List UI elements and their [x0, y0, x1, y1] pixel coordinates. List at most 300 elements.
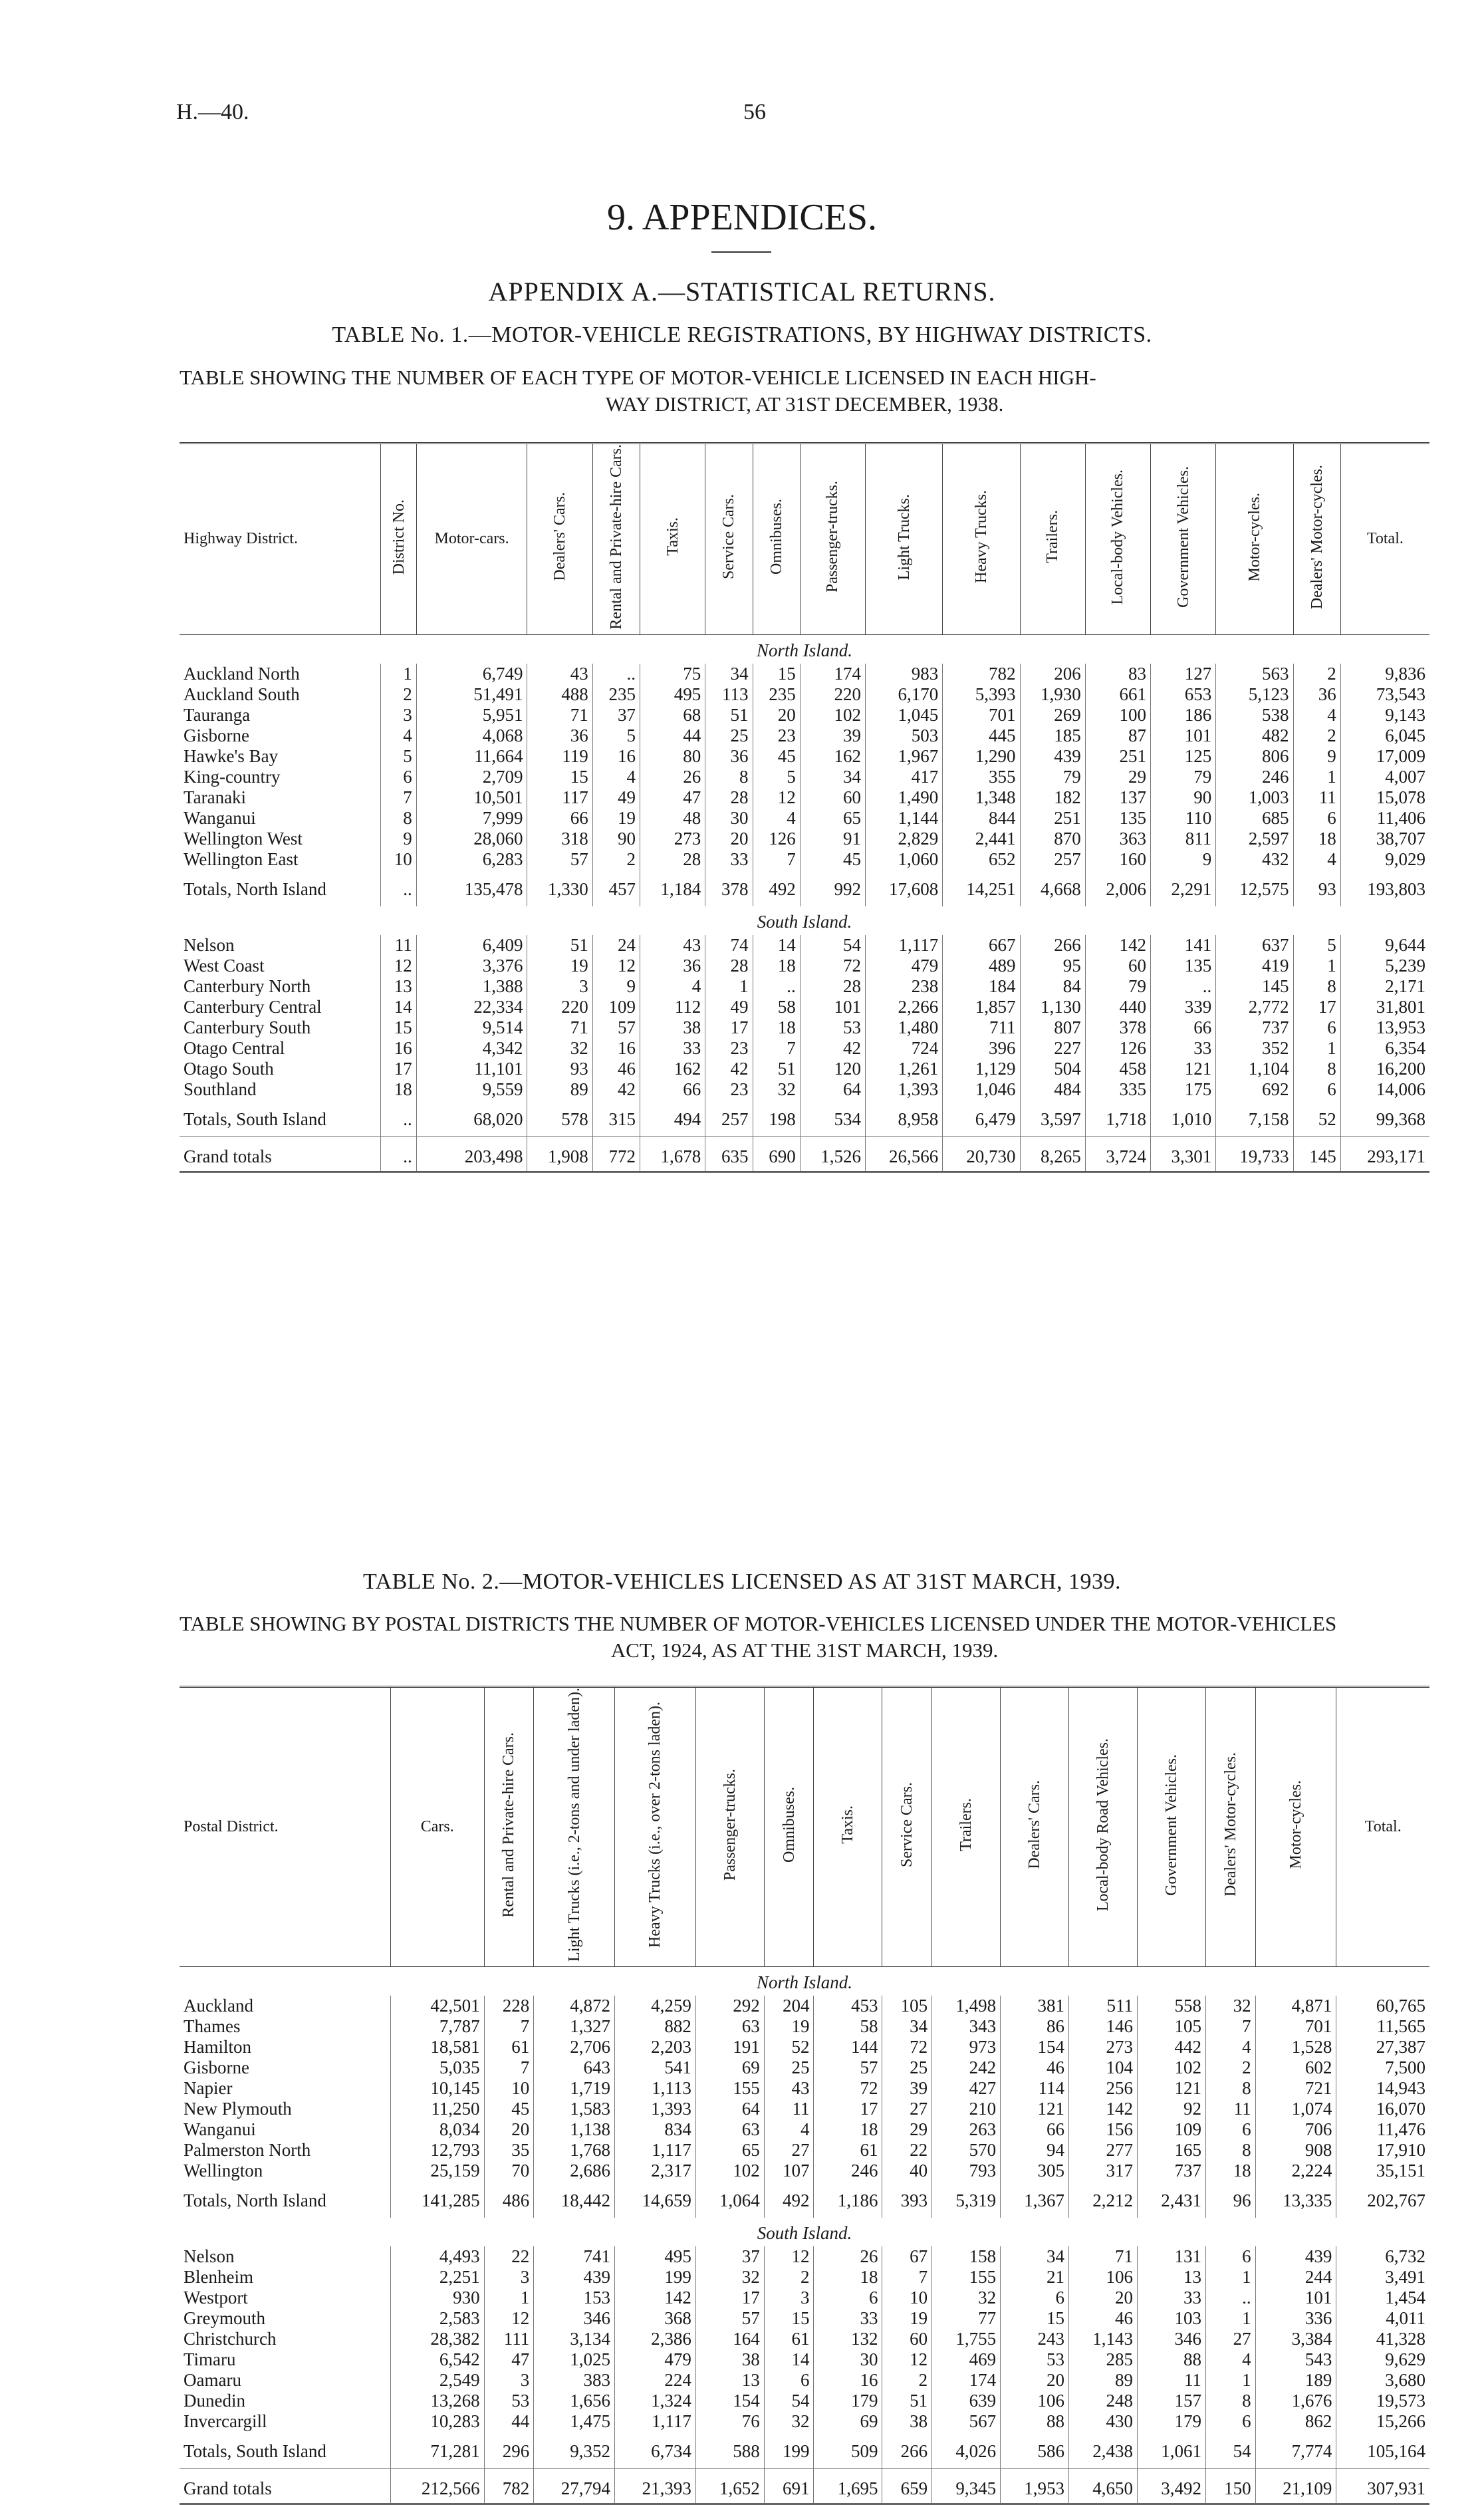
table2-row-auckland — [180, 1996, 1429, 2016]
cell-value: 6 — [764, 2370, 814, 2391]
cell-value: 336 — [1255, 2308, 1336, 2329]
cell-value: .. — [381, 1136, 416, 1172]
cell-value: 26 — [640, 767, 705, 787]
cell-value: 807 — [1020, 1017, 1085, 1038]
table2-header-local-body-road-vehicles — [1069, 1687, 1138, 1967]
cell-value: 79 — [1020, 767, 1085, 787]
cell-value: 15 — [1001, 2308, 1069, 2329]
cell-value: 541 — [615, 2057, 696, 2078]
cell-value: 1,388 — [416, 976, 527, 997]
cell-value: 486 — [484, 2181, 534, 2218]
cell-value: 543 — [1255, 2349, 1336, 2370]
cell-value: 57 — [592, 1017, 640, 1038]
cell-value: 53 — [1001, 2349, 1069, 2370]
cell-value: 91 — [800, 829, 865, 849]
table1-header-trailers — [1020, 444, 1085, 635]
cell-value: 12 — [882, 2349, 932, 2370]
cell-value: 64 — [695, 2099, 764, 2119]
cell-value: 49 — [592, 787, 640, 808]
table2-row-napier — [180, 2078, 1429, 2099]
cell-value: 76 — [695, 2411, 764, 2432]
cell-value: 10 — [381, 849, 416, 870]
cell-value: 165 — [1137, 2140, 1205, 2161]
cell-value: 4,493 — [390, 2246, 484, 2267]
cell-value: 2,006 — [1085, 870, 1150, 906]
cell-value: 305 — [1001, 2161, 1069, 2181]
cell-value: 7,500 — [1336, 2057, 1429, 2078]
cell-value: 383 — [534, 2370, 615, 2391]
cell-value: 1,498 — [932, 1996, 1001, 2016]
cell-value: 32 — [1205, 1996, 1255, 2016]
cell-value: 1,064 — [695, 2181, 764, 2218]
cell-value: 2,441 — [943, 829, 1020, 849]
row-label: Wellington — [184, 2160, 263, 2180]
cell-value: 318 — [527, 829, 592, 849]
cell-value: 60 — [882, 2329, 932, 2349]
row-label: Wanganui — [184, 807, 256, 828]
cell-value: 6 — [381, 767, 416, 787]
table1-header-highway-district: Highway District. — [184, 530, 298, 548]
cell-value: 266 — [882, 2432, 932, 2469]
table2-row-oamaru — [180, 2370, 1429, 2391]
cell-value: 142 — [615, 2288, 696, 2308]
cell-value: 24 — [592, 935, 640, 956]
row-label: Thames — [184, 2016, 241, 2036]
cell-value: 75 — [640, 664, 705, 684]
table1-header-dealers-motor-cycles — [1293, 444, 1340, 635]
cell-value: 5 — [592, 725, 640, 746]
cell-value: 9 — [381, 829, 416, 849]
cell-value: 563 — [1216, 664, 1293, 684]
cell-value: 352 — [1216, 1038, 1293, 1059]
cell-value: 567 — [932, 2411, 1001, 2432]
cell-value: 8,958 — [866, 1100, 943, 1137]
cell-value: 25 — [882, 2057, 932, 2078]
table2-row-timaru — [180, 2349, 1429, 2370]
cell-value: 206 — [1020, 664, 1085, 684]
cell-value: 453 — [814, 1996, 882, 2016]
cell-value: 16 — [592, 746, 640, 767]
cell-value: 23 — [753, 725, 800, 746]
cell-value: 1,061 — [1137, 2432, 1205, 2469]
cell-value: 5,951 — [416, 705, 527, 725]
cell-value: 432 — [1216, 849, 1293, 870]
cell-value: 4 — [381, 725, 416, 746]
cell-value: 25 — [764, 2057, 814, 2078]
cell-value: 155 — [932, 2267, 1001, 2288]
cell-value: 145 — [1293, 1136, 1340, 1172]
cell-value: 335 — [1085, 1079, 1150, 1100]
cell-value: 60 — [1085, 956, 1150, 976]
cell-value: 34 — [705, 664, 753, 684]
cell-value: 100 — [1085, 705, 1150, 725]
table2-row-dunedin — [180, 2391, 1429, 2411]
cell-value: 51 — [753, 1059, 800, 1079]
cell-value: 1,526 — [800, 1136, 865, 1172]
cell-value: 27,387 — [1336, 2037, 1429, 2057]
table1-header-label: Dealers' Motor-cycles. — [1308, 464, 1326, 609]
cell-value: 48 — [640, 808, 705, 829]
cell-value: 1,348 — [943, 787, 1020, 808]
cell-value: 737 — [1216, 1017, 1293, 1038]
cell-value: 17 — [705, 1017, 753, 1038]
cell-value: 179 — [814, 2391, 882, 2411]
table1-subtitle-line1: TABLE SHOWING THE NUMBER OF EACH TYPE OF MOTOR-VEHICLE LICENSED IN EACH HIGH- — [180, 366, 1096, 389]
cell-value: 22 — [484, 2246, 534, 2267]
cell-value: 248 — [1069, 2391, 1138, 2411]
cell-value: 7 — [882, 2267, 932, 2288]
cell-value: 9,514 — [416, 1017, 527, 1038]
cell-value: 127 — [1151, 664, 1216, 684]
cell-value: 92 — [1137, 2099, 1205, 2119]
cell-value: 111 — [484, 2329, 534, 2349]
cell-value: 7 — [484, 2057, 534, 2078]
table2-header-light-trucks-i-e-2-tons-and-under-laden — [534, 1687, 615, 1967]
table1-header-passenger-trucks — [800, 444, 865, 635]
cell-value: 185 — [1020, 725, 1085, 746]
table1-header-omnibuses — [753, 444, 800, 635]
cell-value: 1,652 — [695, 2468, 764, 2504]
cell-value: 33 — [1137, 2288, 1205, 2308]
cell-value: 71,281 — [390, 2432, 484, 2469]
table1-header-label: Dealers' Cars. — [551, 492, 569, 582]
cell-value: 30 — [814, 2349, 882, 2370]
row-label: Greymouth — [184, 2307, 265, 2328]
cell-value: 11 — [1205, 2099, 1255, 2119]
cell-value: 102 — [800, 705, 865, 725]
cell-value: 29 — [882, 2119, 932, 2140]
cell-value: 19 — [527, 956, 592, 976]
cell-value: 9,029 — [1340, 849, 1429, 870]
cell-value: 1,138 — [534, 2119, 615, 2140]
cell-value: 1,719 — [534, 2078, 615, 2099]
cell-value: 15 — [753, 664, 800, 684]
cell-value: 285 — [1069, 2349, 1138, 2370]
cell-value: 39 — [882, 2078, 932, 2099]
cell-value: 66 — [527, 808, 592, 829]
cell-value: 6 — [1205, 2411, 1255, 2432]
cell-value: 317 — [1069, 2161, 1138, 2181]
cell-value: 41,328 — [1336, 2329, 1429, 2349]
cell-value: 106 — [1069, 2267, 1138, 2288]
cell-value: 396 — [943, 1038, 1020, 1059]
cell-value: 34 — [800, 767, 865, 787]
cell-value: 489 — [943, 956, 1020, 976]
cell-value: 15 — [381, 1017, 416, 1038]
cell-value: 346 — [1137, 2329, 1205, 2349]
cell-value: 3,134 — [534, 2329, 615, 2349]
table2-header-dealers-motor-cycles — [1205, 1687, 1255, 1967]
table2-header-total: Total. — [1336, 1687, 1429, 1967]
table1-header-taxis — [640, 444, 705, 635]
cell-value: 102 — [1137, 2057, 1205, 2078]
cell-value: 12 — [381, 956, 416, 976]
cell-value: 2,431 — [1137, 2181, 1205, 2218]
cell-value: 293,171 — [1340, 1136, 1429, 1172]
cell-value: 2,597 — [1216, 829, 1293, 849]
cell-value: 28 — [800, 976, 865, 997]
cell-value: 31,801 — [1340, 997, 1429, 1017]
cell-value: 442 — [1137, 2037, 1205, 2057]
table1-row-hawke-s-bay — [180, 746, 1429, 767]
cell-value: 224 — [615, 2370, 696, 2391]
cell-value: 65 — [695, 2140, 764, 2161]
cell-value: 191 — [695, 2037, 764, 2057]
cell-value: 29 — [1085, 767, 1150, 787]
cell-value: 23 — [705, 1079, 753, 1100]
cell-value: 141 — [1151, 935, 1216, 956]
table2-row-wellington — [180, 2161, 1429, 2181]
table1-row-otago-central — [180, 1038, 1429, 1059]
table2-header-label: Local-body Road Vehicles. — [1094, 1738, 1112, 1912]
cell-value: 4,068 — [416, 725, 527, 746]
table2-subtitle — [180, 1611, 1429, 1664]
cell-value: 71 — [527, 705, 592, 725]
cell-value: 114 — [1001, 2078, 1069, 2099]
cell-value: 22,334 — [416, 997, 527, 1017]
cell-value: 3 — [484, 2370, 534, 2391]
cell-value: 1,695 — [814, 2468, 882, 2504]
cell-value: 2,686 — [534, 2161, 615, 2181]
cell-value: 39 — [800, 725, 865, 746]
cell-value: 685 — [1216, 808, 1293, 829]
table2-header-postal-district: Postal District. — [184, 1817, 279, 1835]
table2-row-new-plymouth — [180, 2099, 1429, 2119]
cell-value: 1,324 — [615, 2391, 696, 2411]
cell-value: 257 — [1020, 849, 1085, 870]
table2-section-label: North Island. — [756, 1972, 853, 1992]
cell-value: 3,597 — [1020, 1100, 1085, 1137]
cell-value: 11,476 — [1336, 2119, 1429, 2140]
cell-value: .. — [381, 1100, 416, 1137]
cell-value: 46 — [1001, 2057, 1069, 2078]
cell-value: 1 — [1293, 956, 1340, 976]
cell-value: 10 — [484, 2078, 534, 2099]
cell-value: 11 — [764, 2099, 814, 2119]
cell-value: 119 — [527, 746, 592, 767]
cell-value: 3,376 — [416, 956, 527, 976]
cell-value: 121 — [1001, 2099, 1069, 2119]
cell-value: 782 — [484, 2468, 534, 2504]
cell-value: 1,490 — [866, 787, 943, 808]
cell-value: 86 — [1001, 2016, 1069, 2037]
cell-value: 63 — [695, 2119, 764, 2140]
cell-value: 174 — [932, 2370, 1001, 2391]
cell-value: 534 — [800, 1100, 865, 1137]
cell-value: 18 — [753, 956, 800, 976]
cell-value: 6,479 — [943, 1100, 1020, 1137]
row-label: New Plymouth — [184, 2098, 292, 2119]
table1-header-label: Local-body Vehicles. — [1109, 469, 1127, 605]
table1-row-totals-north-island — [180, 870, 1429, 906]
row-label: Timaru — [184, 2349, 236, 2369]
cell-value: 19 — [592, 808, 640, 829]
cell-value: 7,774 — [1255, 2432, 1336, 2469]
cell-value: 9,345 — [932, 2468, 1001, 2504]
cell-value: 6,283 — [416, 849, 527, 870]
cell-value: 2,317 — [615, 2161, 696, 2181]
cell-value: 492 — [764, 2181, 814, 2218]
cell-value: 1,129 — [943, 1059, 1020, 1079]
cell-value: 343 — [932, 2016, 1001, 2037]
cell-value: 1 — [1205, 2308, 1255, 2329]
cell-value: 908 — [1255, 2140, 1336, 2161]
cell-value: 296 — [484, 2432, 534, 2469]
cell-value: 4 — [1205, 2349, 1255, 2370]
row-label: Totals, South Island — [184, 1109, 326, 1129]
cell-value: 3,301 — [1151, 1136, 1216, 1172]
cell-value: 1,130 — [1020, 997, 1085, 1017]
table2-row-gisborne — [180, 2057, 1429, 2078]
cell-value: 235 — [753, 684, 800, 705]
cell-value: 992 — [800, 870, 865, 906]
table1-row-otago-south — [180, 1059, 1429, 1079]
table1-header-label: Government Vehicles. — [1174, 465, 1192, 608]
row-label: Totals, South Island — [184, 2440, 326, 2461]
cell-value: 1 — [1205, 2370, 1255, 2391]
cell-value: 101 — [800, 997, 865, 1017]
cell-value: 16 — [381, 1038, 416, 1059]
cell-value: 244 — [1255, 2267, 1336, 2288]
cell-value: 13 — [695, 2370, 764, 2391]
cell-value: 3 — [527, 976, 592, 997]
cell-value: 6 — [1293, 808, 1340, 829]
cell-value: 378 — [1085, 1017, 1150, 1038]
table2-header-omnibuses — [764, 1687, 814, 1967]
cell-value: 45 — [753, 746, 800, 767]
cell-value: 242 — [932, 2057, 1001, 2078]
cell-value: 20 — [1069, 2288, 1138, 2308]
heading-rule — [711, 251, 771, 253]
cell-value: 32 — [695, 2267, 764, 2288]
cell-value: 457 — [592, 870, 640, 906]
cell-value: 54 — [800, 935, 865, 956]
cell-value: 36 — [1293, 684, 1340, 705]
cell-value: 6 — [1001, 2288, 1069, 2308]
cell-value: 772 — [592, 1136, 640, 1172]
cell-value: 8 — [705, 767, 753, 787]
cell-value: 3,492 — [1137, 2468, 1205, 2504]
cell-value: 2 — [1293, 664, 1340, 684]
cell-value: 38,707 — [1340, 829, 1429, 849]
cell-value: 42 — [592, 1079, 640, 1100]
cell-value: 117 — [527, 787, 592, 808]
cell-value: 106 — [1001, 2391, 1069, 2411]
cell-value: 9 — [1151, 849, 1216, 870]
table1-header-total: Total. — [1340, 444, 1429, 635]
cell-value: 8 — [381, 808, 416, 829]
table2-row-christchurch — [180, 2329, 1429, 2349]
cell-value: 257 — [705, 1100, 753, 1137]
cell-value: 107 — [764, 2161, 814, 2181]
table1-header-label: District No. — [390, 499, 408, 575]
cell-value: 6,732 — [1336, 2246, 1429, 2267]
cell-value: 2,549 — [390, 2370, 484, 2391]
cell-value: 6 — [814, 2288, 882, 2308]
cell-value: 174 — [800, 664, 865, 684]
cell-value: 2 — [1205, 2057, 1255, 2078]
cell-value: 104 — [1069, 2057, 1138, 2078]
row-label: Canterbury Central — [184, 996, 322, 1017]
cell-value: 3,724 — [1085, 1136, 1150, 1172]
cell-value: 2 — [381, 684, 416, 705]
table2-header-label: Dealers' Cars. — [1026, 1780, 1044, 1869]
cell-value: 11,250 — [390, 2099, 484, 2119]
cell-value: 18 — [1205, 2161, 1255, 2181]
cell-value: 10,283 — [390, 2411, 484, 2432]
cell-value: 66 — [1151, 1017, 1216, 1038]
cell-value: 18 — [814, 2119, 882, 2140]
cell-value: 47 — [640, 787, 705, 808]
cell-value: 17,009 — [1340, 746, 1429, 767]
row-label: Dunedin — [184, 2390, 245, 2411]
row-label: Otago South — [184, 1058, 274, 1079]
cell-value: 1,117 — [615, 2140, 696, 2161]
cell-value: 439 — [534, 2267, 615, 2288]
cell-value: 60 — [800, 787, 865, 808]
cell-value: 1,718 — [1085, 1100, 1150, 1137]
cell-value: 578 — [527, 1100, 592, 1137]
table1-row-wellington-east — [180, 849, 1429, 870]
row-label: Canterbury North — [184, 976, 311, 996]
row-label: Hawke's Bay — [184, 745, 279, 766]
cell-value: 3 — [764, 2288, 814, 2308]
table2-row-thames — [180, 2016, 1429, 2037]
cell-value: 495 — [640, 684, 705, 705]
cell-value: 71 — [527, 1017, 592, 1038]
cell-value: 8 — [1293, 1059, 1340, 1079]
cell-value: 154 — [1001, 2037, 1069, 2057]
cell-value: 17,910 — [1336, 2140, 1429, 2161]
cell-value: 2,251 — [390, 2267, 484, 2288]
cell-value: 269 — [1020, 705, 1085, 725]
cell-value: 2 — [882, 2370, 932, 2391]
cell-value: 7,999 — [416, 808, 527, 829]
cell-value: 315 — [592, 1100, 640, 1137]
cell-value: 1,060 — [866, 849, 943, 870]
cell-value: 141,285 — [390, 2181, 484, 2218]
cell-value: 1,010 — [1151, 1100, 1216, 1137]
cell-value: 89 — [527, 1079, 592, 1100]
cell-value: 199 — [764, 2432, 814, 2469]
cell-value: 5,123 — [1216, 684, 1293, 705]
cell-value: 175 — [1151, 1079, 1216, 1100]
cell-value: 162 — [800, 746, 865, 767]
cell-value: 19,573 — [1336, 2391, 1429, 2411]
cell-value: 14 — [381, 997, 416, 1017]
cell-value: 19 — [764, 2016, 814, 2037]
cell-value: 15 — [527, 767, 592, 787]
cell-value: 701 — [943, 705, 1020, 725]
cell-value: 1,117 — [615, 2411, 696, 2432]
table2-row-invercargill — [180, 2411, 1429, 2432]
cell-value: 101 — [1255, 2288, 1336, 2308]
cell-value: 25 — [705, 725, 753, 746]
cell-value: 7 — [753, 849, 800, 870]
row-label: Oamaru — [184, 2369, 241, 2390]
cell-value: 88 — [1001, 2411, 1069, 2432]
table2-header-service-cars — [882, 1687, 932, 1967]
cell-value: 701 — [1255, 2016, 1336, 2037]
cell-value: 18,581 — [390, 2037, 484, 2057]
cell-value: 3,384 — [1255, 2329, 1336, 2349]
cell-value: 8 — [1293, 976, 1340, 997]
cell-value: 273 — [640, 829, 705, 849]
cell-value: 494 — [640, 1100, 705, 1137]
cell-value: 53 — [800, 1017, 865, 1038]
cell-value: 504 — [1020, 1059, 1085, 1079]
cell-value: 6,409 — [416, 935, 527, 956]
